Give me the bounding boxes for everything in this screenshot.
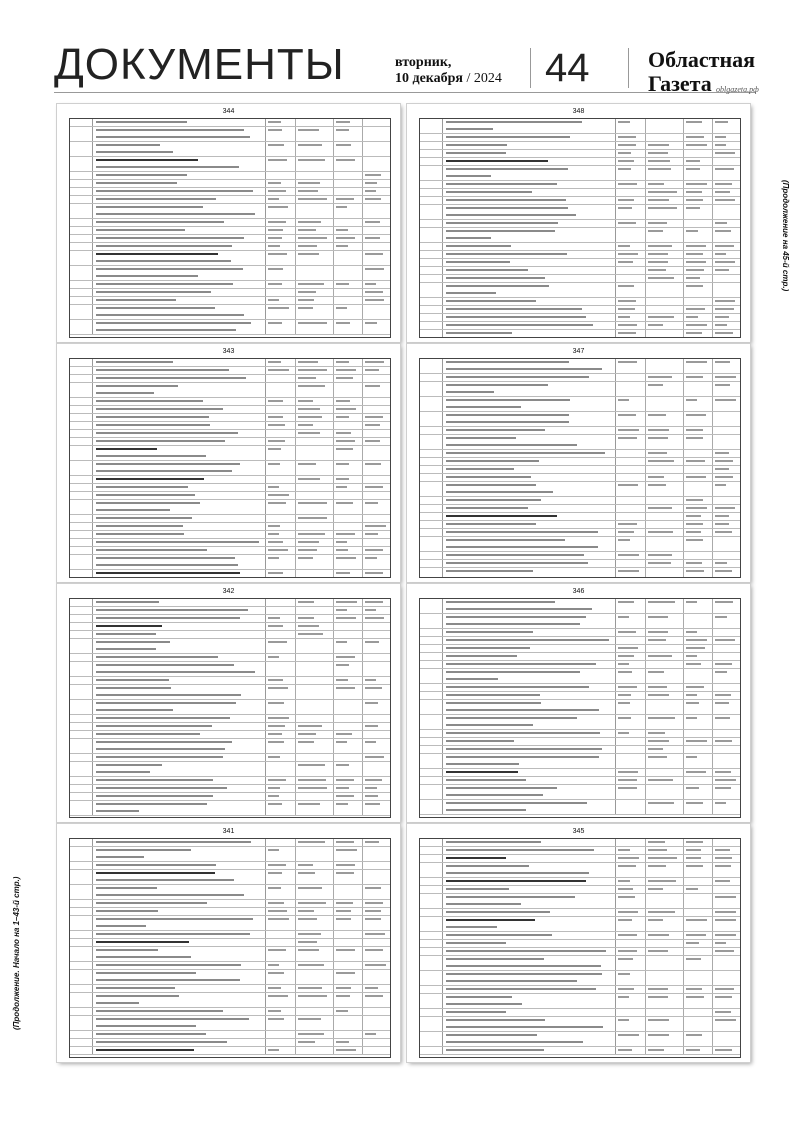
table-row — [420, 785, 740, 800]
page-number: 341 — [222, 828, 235, 835]
table-row — [420, 322, 740, 330]
table-row — [420, 839, 740, 847]
document-page-341 — [57, 824, 400, 1062]
table-row — [70, 654, 390, 662]
table-row — [70, 962, 390, 970]
year: 2024 — [473, 71, 502, 86]
table-row — [70, 196, 390, 204]
table-row — [420, 513, 740, 521]
table-row — [70, 172, 390, 180]
table-row — [420, 435, 740, 450]
table-row — [70, 476, 390, 484]
table-row — [70, 801, 390, 816]
table-row — [420, 948, 740, 956]
table-row — [420, 466, 740, 474]
table-row — [70, 731, 390, 739]
table-row — [70, 289, 390, 297]
budget-table — [419, 838, 741, 1058]
table-row — [70, 406, 390, 414]
table-row — [70, 555, 390, 570]
section-title: ДОКУМЕНТЫ — [54, 40, 345, 89]
continuation-note-left: (Продолжение. Начало на 1–43-й стр.) — [12, 876, 21, 1030]
table-row — [420, 382, 740, 397]
table-row — [70, 939, 390, 947]
table-row — [70, 414, 390, 422]
table-row — [70, 492, 390, 500]
table-row — [70, 281, 390, 289]
table-row — [420, 645, 740, 653]
table-row — [420, 397, 740, 412]
table-row — [70, 862, 390, 870]
table-row — [420, 738, 740, 746]
table-row — [420, 692, 740, 700]
table-row — [420, 142, 740, 150]
table-row — [420, 374, 740, 382]
table-row — [70, 180, 390, 188]
table-row — [70, 947, 390, 962]
table-row — [70, 777, 390, 785]
table-row — [70, 599, 390, 607]
table-row — [70, 157, 390, 172]
table-row — [70, 762, 390, 777]
table-row — [70, 243, 390, 251]
table-row — [420, 521, 740, 529]
table-row — [70, 367, 390, 375]
table-row — [420, 1032, 740, 1047]
table-row — [420, 537, 740, 552]
document-page-346 — [407, 584, 750, 822]
budget-table — [69, 838, 391, 1058]
table-row — [420, 298, 740, 306]
table-row — [70, 539, 390, 547]
table-row — [70, 127, 390, 142]
table-row — [420, 754, 740, 769]
table-row — [70, 1008, 390, 1016]
table-row — [70, 188, 390, 196]
table-row — [420, 251, 740, 259]
table-row — [420, 330, 740, 338]
page-number: 342 — [222, 588, 235, 595]
table-row — [70, 515, 390, 523]
table-row — [420, 359, 740, 374]
table-row — [420, 746, 740, 754]
table-row — [70, 754, 390, 762]
table-row — [420, 243, 740, 251]
page-number: 348 — [572, 108, 585, 115]
document-page-347 — [407, 344, 750, 582]
table-row — [70, 723, 390, 731]
table-row — [70, 847, 390, 862]
table-row — [70, 570, 390, 578]
issue-date: вторник, 10 декабря / 2024 — [395, 55, 525, 87]
table-row — [70, 662, 390, 677]
table-row — [420, 614, 740, 629]
table-row — [420, 637, 740, 645]
document-page-348 — [407, 104, 750, 342]
table-row — [70, 839, 390, 847]
table-row — [420, 777, 740, 785]
page-number: 346 — [572, 588, 585, 595]
table-row — [70, 320, 390, 335]
table-row — [70, 119, 390, 127]
table-row — [70, 870, 390, 885]
document-page-345 — [407, 824, 750, 1062]
table-row — [70, 985, 390, 993]
table-row — [70, 607, 390, 615]
table-row — [70, 219, 390, 227]
table-row — [420, 1047, 740, 1055]
table-row — [420, 661, 740, 669]
document-page-343 — [57, 344, 400, 582]
table-row — [420, 909, 740, 917]
table-row — [420, 283, 740, 298]
table-row — [70, 677, 390, 685]
newspaper-logo: Областная Газета — [648, 47, 756, 96]
table-row — [70, 446, 390, 461]
table-row — [420, 427, 740, 435]
table-row — [70, 615, 390, 623]
page-number: 344 — [222, 108, 235, 115]
table-row — [70, 438, 390, 446]
table-row — [70, 631, 390, 639]
table-row — [420, 863, 740, 878]
table-row — [420, 700, 740, 715]
table-row — [420, 314, 740, 322]
budget-table — [69, 598, 391, 818]
table-row — [420, 715, 740, 730]
site-url: oblgazeta.рф — [716, 85, 759, 94]
table-row — [70, 715, 390, 723]
table-row — [420, 568, 740, 578]
table-row — [420, 878, 740, 886]
date: 10 декабря — [395, 71, 464, 86]
table-row — [70, 297, 390, 305]
table-row — [420, 653, 740, 661]
table-row — [420, 275, 740, 283]
table-row — [420, 1017, 740, 1032]
table-row — [70, 251, 390, 266]
table-row — [420, 267, 740, 275]
table-row — [420, 450, 740, 458]
table-row — [420, 894, 740, 909]
table-row — [420, 669, 740, 684]
table-row — [70, 227, 390, 235]
table-row — [420, 259, 740, 267]
table-row — [70, 375, 390, 383]
table-row — [420, 181, 740, 189]
divider — [628, 48, 629, 88]
page-number: 347 — [572, 348, 585, 355]
table-row — [420, 971, 740, 986]
table-row — [420, 1009, 740, 1017]
table-row — [70, 685, 390, 700]
document-page-344 — [57, 104, 400, 342]
table-row — [70, 204, 390, 219]
table-row — [70, 1031, 390, 1039]
table-row — [70, 623, 390, 631]
table-row — [70, 739, 390, 754]
table-row — [420, 994, 740, 1009]
table-row — [70, 430, 390, 438]
table-row — [420, 599, 740, 614]
table-row — [420, 986, 740, 994]
budget-table — [69, 118, 391, 338]
table-row — [420, 529, 740, 537]
table-row — [420, 956, 740, 971]
table-row — [420, 940, 740, 948]
table-row — [420, 769, 740, 777]
table-row — [420, 855, 740, 863]
budget-table — [69, 358, 391, 578]
table-row — [420, 730, 740, 738]
budget-table — [419, 358, 741, 578]
table-row — [420, 847, 740, 855]
table-row — [420, 629, 740, 637]
table-row — [420, 166, 740, 181]
table-row — [70, 359, 390, 367]
table-row — [420, 917, 740, 932]
table-row — [70, 700, 390, 715]
table-row — [70, 531, 390, 539]
table-row — [70, 908, 390, 916]
page-number: 343 — [222, 348, 235, 355]
table-row — [420, 189, 740, 197]
document-page-342 — [57, 584, 400, 822]
table-row — [420, 497, 740, 505]
table-row — [420, 134, 740, 142]
issue-page-number: 44 — [545, 46, 590, 90]
table-row — [420, 158, 740, 166]
table-row — [420, 886, 740, 894]
table-row — [70, 993, 390, 1008]
table-row — [70, 1039, 390, 1047]
table-row — [70, 900, 390, 908]
table-row — [420, 458, 740, 466]
table-row — [420, 505, 740, 513]
table-row — [70, 383, 390, 398]
table-row — [70, 970, 390, 985]
table-row — [70, 484, 390, 492]
divider — [530, 48, 531, 88]
table-row — [70, 235, 390, 243]
continuation-note-right: (Продолжение на 45-й стр.) — [781, 180, 790, 292]
table-row — [70, 266, 390, 281]
table-row — [420, 197, 740, 205]
table-row — [70, 1047, 390, 1055]
weekday: вторник, — [395, 55, 452, 70]
table-row — [70, 547, 390, 555]
table-row — [70, 639, 390, 654]
page-number: 345 — [572, 828, 585, 835]
table-row — [70, 500, 390, 515]
table-row — [70, 785, 390, 793]
table-row — [70, 142, 390, 157]
table-row — [420, 150, 740, 158]
table-row — [420, 552, 740, 560]
table-row — [420, 228, 740, 243]
budget-table — [419, 118, 741, 338]
table-row — [70, 305, 390, 320]
table-row — [420, 205, 740, 220]
budget-table — [419, 598, 741, 818]
table-row — [420, 482, 740, 497]
table-row — [70, 916, 390, 931]
table-row — [420, 800, 740, 815]
table-row — [70, 885, 390, 900]
table-row — [70, 931, 390, 939]
table-row — [70, 523, 390, 531]
table-row — [420, 684, 740, 692]
table-row — [70, 1016, 390, 1031]
table-row — [420, 932, 740, 940]
table-row — [420, 560, 740, 568]
table-row — [420, 220, 740, 228]
table-row — [70, 793, 390, 801]
table-row — [420, 412, 740, 427]
table-row — [70, 461, 390, 476]
table-row — [420, 474, 740, 482]
masthead — [0, 0, 800, 102]
table-row — [420, 306, 740, 314]
table-row — [420, 119, 740, 134]
table-row — [70, 398, 390, 406]
table-row — [70, 422, 390, 430]
